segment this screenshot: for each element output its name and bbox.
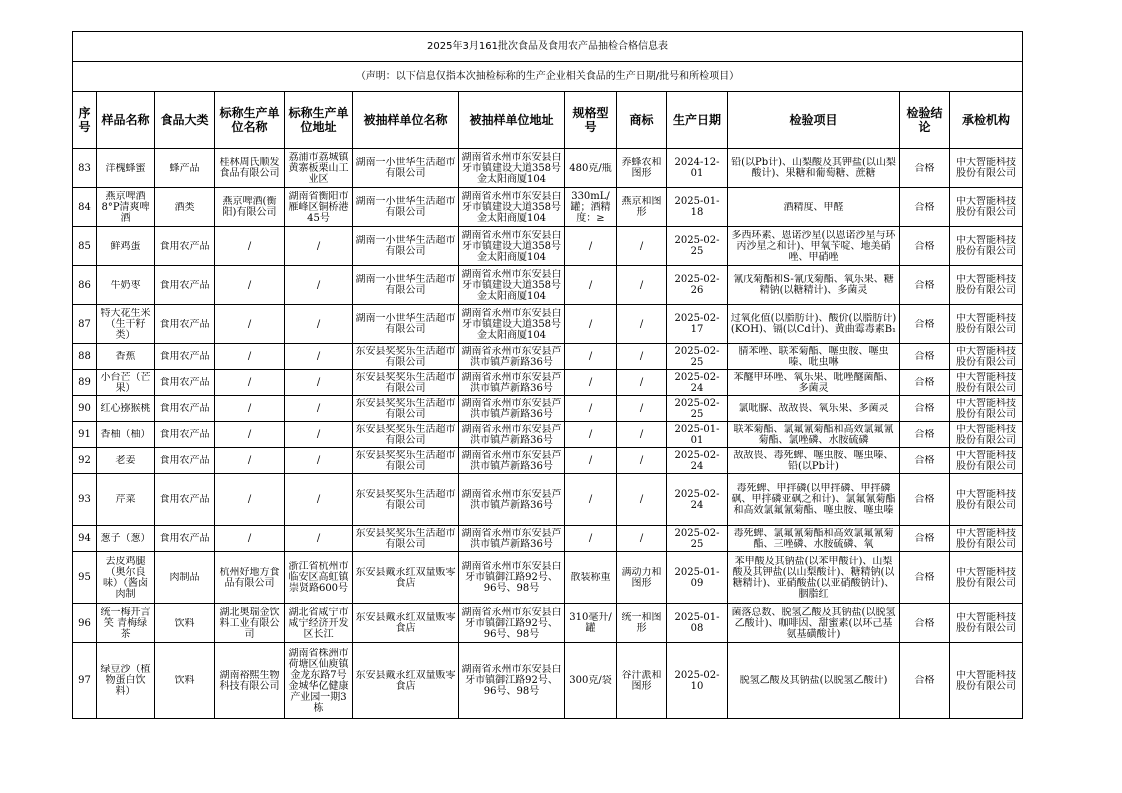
cell-sample-name: 鲜鸡蛋: [97, 227, 155, 266]
cell-producer-address: /: [285, 266, 353, 305]
cell-producer-name: /: [215, 448, 285, 474]
cell-production-date: 2025-02-24: [667, 474, 728, 526]
cell-brand: 满动力和图形: [617, 552, 667, 604]
cell-sample-name: 芹菜: [97, 474, 155, 526]
cell-sampled-unit-address: 湖南省永州市东安县白牙市镇建设大道358号金太阳商厦104: [459, 227, 565, 266]
cell-sample-name: 红心猕猴桃: [97, 396, 155, 422]
cell-inspection-items: 菌落总数、脱氢乙酸及其钠盐(以脱氢乙酸计)、咖啡因、甜蜜素(以环己基氨基磺酸计): [728, 604, 900, 643]
cell-inspection-items: 苯醚甲环唑、氧乐果、吡唑醚菌酯、多菌灵: [728, 370, 900, 396]
cell-production-date: 2025-02-10: [667, 643, 728, 719]
cell-sampled-unit-address: 湖南省永州市东安县白牙市镇建设大道358号金太阳商厦104: [459, 188, 565, 227]
cell-inspection-result: 合格: [900, 370, 950, 396]
table-row: [73, 422, 1023, 448]
cell-inspection-result: 合格: [900, 604, 950, 643]
cell-sample-name: 老姜: [97, 448, 155, 474]
cell-row-number: 87: [73, 305, 97, 344]
cell-food-category: 食用农产品: [155, 422, 215, 448]
cell-specification: 330mL/罐；酒精度：≥: [565, 188, 617, 227]
cell-production-date: 2025-02-26: [667, 266, 728, 305]
cell-producer-address: /: [285, 396, 353, 422]
cell-sampled-unit-address: 湖南省永州市东安县芦洪市镇芦新路36号: [459, 448, 565, 474]
cell-inspection-result: 合格: [900, 526, 950, 552]
cell-testing-lab: 中大智能科技股份有限公司: [950, 370, 1023, 396]
cell-inspection-result: 合格: [900, 344, 950, 370]
cell-brand: /: [617, 422, 667, 448]
cell-producer-address: 荔浦市荔城镇黄寨板栗山工业区: [285, 149, 353, 188]
table-title: 2025年3月161批次食品及食用农产品抽检合格信息表: [73, 32, 1023, 62]
cell-producer-name: /: [215, 305, 285, 344]
cell-row-number: 94: [73, 526, 97, 552]
cell-sample-name: 特大花生米（生干籽类）: [97, 305, 155, 344]
table-row: [73, 370, 1023, 396]
cell-specification: /: [565, 422, 617, 448]
table-row: [73, 526, 1023, 552]
cell-sampled-unit-name: 东安县奖奖乐生活超市有限公司: [353, 526, 459, 552]
cell-production-date: 2025-01-01: [667, 422, 728, 448]
cell-sample-name: 去皮鸡腿（奥尔良味）（酱卤肉制: [97, 552, 155, 604]
cell-inspection-result: 合格: [900, 643, 950, 719]
cell-specification: /: [565, 227, 617, 266]
cell-sampled-unit-name: 东安县奖奖乐生活超市有限公司: [353, 396, 459, 422]
cell-producer-name: 燕京啤酒(衡阳)有限公司: [215, 188, 285, 227]
cell-specification: 480克/瓶: [565, 149, 617, 188]
cell-testing-lab: 中大智能科技股份有限公司: [950, 643, 1023, 719]
cell-row-number: 93: [73, 474, 97, 526]
cell-sample-name: 洋槐蜂蜜: [97, 149, 155, 188]
cell-brand: /: [617, 344, 667, 370]
table-row: [73, 305, 1023, 344]
cell-specification: /: [565, 474, 617, 526]
cell-row-number: 97: [73, 643, 97, 719]
header-cell: 标称生产单位地址: [285, 92, 353, 149]
table-row: [73, 552, 1023, 604]
cell-sample-name: 葱子（葱）: [97, 526, 155, 552]
cell-food-category: 食用农产品: [155, 266, 215, 305]
cell-food-category: 食用农产品: [155, 526, 215, 552]
cell-producer-address: /: [285, 526, 353, 552]
cell-sampled-unit-name: 东安县奖奖乐生活超市有限公司: [353, 448, 459, 474]
cell-production-date: 2024-12-01: [667, 149, 728, 188]
cell-sampled-unit-address: 湖南省永州市东安县芦洪市镇芦新路36号: [459, 474, 565, 526]
cell-specification: /: [565, 266, 617, 305]
cell-food-category: 食用农产品: [155, 396, 215, 422]
cell-inspection-items: 氯吡脲、敌敌畏、氧乐果、多菌灵: [728, 396, 900, 422]
table-row: [73, 474, 1023, 526]
cell-row-number: 96: [73, 604, 97, 643]
cell-inspection-items: 苯甲酸及其钠盐(以苯甲酸计)、山梨酸及其钾盐(以山梨酸计)、糖精钠(以糖精计)、亚硝酸盐(以亚硝酸钠计)、胭脂红: [728, 552, 900, 604]
cell-brand: /: [617, 474, 667, 526]
cell-inspection-result: 合格: [900, 422, 950, 448]
header-cell: 检验项目: [728, 92, 900, 149]
cell-producer-name: /: [215, 526, 285, 552]
cell-producer-address: 湖南省株洲市荷塘区仙庾镇金龙东路7号金城华亿健康产业园一期3栋: [285, 643, 353, 719]
cell-producer-address: 浙江省杭州市临安区高虹镇崇贤路600号: [285, 552, 353, 604]
cell-specification: 310毫升/罐: [565, 604, 617, 643]
cell-specification: /: [565, 526, 617, 552]
cell-sampled-unit-name: 东安县奖奖乐生活超市有限公司: [353, 344, 459, 370]
cell-food-category: 蜂产品: [155, 149, 215, 188]
cell-inspection-items: 联苯菊酯、氯氟氰菊酯和高效氯氟氰菊酯、氯唑磷、水胺硫磷: [728, 422, 900, 448]
cell-inspection-items: 酒精度、甲醛: [728, 188, 900, 227]
cell-sampled-unit-address: 湖南省永州市东安县白牙市镇建设大道358号金太阳商厦104: [459, 305, 565, 344]
cell-production-date: 2025-02-25: [667, 526, 728, 552]
inspection-table: [72, 31, 1023, 719]
cell-specification: /: [565, 396, 617, 422]
cell-inspection-items: 多西环素、恩诺沙星(以恩诺沙星与环丙沙星之和计)、甲氧苄啶、地美硝唑、甲硝唑: [728, 227, 900, 266]
cell-production-date: 2025-02-17: [667, 305, 728, 344]
cell-production-date: 2025-02-24: [667, 370, 728, 396]
cell-testing-lab: 中大智能科技股份有限公司: [950, 422, 1023, 448]
cell-producer-name: /: [215, 266, 285, 305]
cell-producer-name: 杭州好地方食品有限公司: [215, 552, 285, 604]
cell-producer-address: /: [285, 370, 353, 396]
header-cell: 样品名称: [97, 92, 155, 149]
table-statement: （声明：以下信息仅指本次抽检标称的生产企业相关食品的生产日期/批号和所检项目）: [73, 62, 1023, 92]
table-row: [73, 188, 1023, 227]
cell-producer-name: /: [215, 227, 285, 266]
cell-brand: /: [617, 370, 667, 396]
cell-food-category: 肉制品: [155, 552, 215, 604]
cell-row-number: 89: [73, 370, 97, 396]
cell-producer-address: /: [285, 305, 353, 344]
cell-brand: /: [617, 266, 667, 305]
cell-row-number: 92: [73, 448, 97, 474]
cell-sampled-unit-name: 湖南一小世华生活超市有限公司: [353, 188, 459, 227]
cell-sample-name: 小台芒（芒果）: [97, 370, 155, 396]
cell-sampled-unit-name: 湖南一小世华生活超市有限公司: [353, 227, 459, 266]
cell-production-date: 2025-02-25: [667, 396, 728, 422]
cell-row-number: 91: [73, 422, 97, 448]
cell-sampled-unit-address: 湖南省永州市东安县芦洪市镇芦新路36号: [459, 396, 565, 422]
cell-producer-address: /: [285, 448, 353, 474]
cell-brand: /: [617, 305, 667, 344]
cell-inspection-items: 铅(以Pb计)、山梨酸及其钾盐(以山梨酸计)、果糖和葡萄糖、蔗糖: [728, 149, 900, 188]
cell-testing-lab: 中大智能科技股份有限公司: [950, 396, 1023, 422]
cell-producer-address: /: [285, 474, 353, 526]
cell-testing-lab: 中大智能科技股份有限公司: [950, 604, 1023, 643]
cell-inspection-result: 合格: [900, 396, 950, 422]
cell-row-number: 83: [73, 149, 97, 188]
cell-production-date: 2025-01-18: [667, 188, 728, 227]
header-cell: 被抽样单位地址: [459, 92, 565, 149]
cell-sampled-unit-name: 东安县戴永红双量贩零食店: [353, 604, 459, 643]
cell-brand: 燕京和图形: [617, 188, 667, 227]
cell-sample-name: 香柚（柚）: [97, 422, 155, 448]
cell-testing-lab: 中大智能科技股份有限公司: [950, 448, 1023, 474]
cell-production-date: 2025-02-25: [667, 227, 728, 266]
cell-food-category: 食用农产品: [155, 370, 215, 396]
cell-specification: /: [565, 370, 617, 396]
cell-inspection-result: 合格: [900, 188, 950, 227]
header-cell: 承检机构: [950, 92, 1023, 149]
cell-producer-name: /: [215, 396, 285, 422]
cell-row-number: 88: [73, 344, 97, 370]
cell-row-number: 95: [73, 552, 97, 604]
cell-producer-address: 湖北省咸宁市咸宁经济开发区长江: [285, 604, 353, 643]
cell-sample-name: 绿豆沙（植物蛋白饮料）: [97, 643, 155, 719]
cell-testing-lab: 中大智能科技股份有限公司: [950, 266, 1023, 305]
cell-testing-lab: 中大智能科技股份有限公司: [950, 552, 1023, 604]
cell-food-category: 饮料: [155, 604, 215, 643]
table-row: [73, 448, 1023, 474]
cell-row-number: 84: [73, 188, 97, 227]
cell-producer-address: /: [285, 227, 353, 266]
cell-producer-name: /: [215, 422, 285, 448]
cell-sampled-unit-name: 湖南一小世华生活超市有限公司: [353, 149, 459, 188]
cell-sampled-unit-name: 东安县奖奖乐生活超市有限公司: [353, 422, 459, 448]
cell-inspection-result: 合格: [900, 227, 950, 266]
cell-brand: /: [617, 526, 667, 552]
cell-sampled-unit-address: 湖南省永州市东安县芦洪市镇芦新路36号: [459, 370, 565, 396]
cell-food-category: 食用农产品: [155, 474, 215, 526]
cell-producer-name: 湖北奥瑞金饮料工业有限公司: [215, 604, 285, 643]
cell-sampled-unit-name: 东安县戴永红双量贩零食店: [353, 552, 459, 604]
cell-row-number: 90: [73, 396, 97, 422]
cell-sampled-unit-address: 湖南省永州市东安县白牙市镇御江路92号、96号、98号: [459, 552, 565, 604]
cell-producer-name: /: [215, 370, 285, 396]
cell-inspection-items: 氰戊菊酯和S-氰戊菊酯、氧乐果、糖精钠(以糖精计)、多菌灵: [728, 266, 900, 305]
cell-specification: 300克/袋: [565, 643, 617, 719]
cell-producer-address: 湖南省衡阳市雁峰区铜桥港45号: [285, 188, 353, 227]
cell-testing-lab: 中大智能科技股份有限公司: [950, 526, 1023, 552]
cell-inspection-result: 合格: [900, 474, 950, 526]
header-cell: 序号: [73, 92, 97, 149]
cell-producer-address: /: [285, 344, 353, 370]
cell-inspection-items: 腈苯唑、联苯菊酯、噻虫胺、噻虫嗪、吡虫啉: [728, 344, 900, 370]
header-cell: 标称生产单位名称: [215, 92, 285, 149]
header-row: [73, 92, 1023, 149]
cell-brand: /: [617, 448, 667, 474]
cell-sampled-unit-name: 东安县戴永红双量贩零食店: [353, 643, 459, 719]
cell-inspection-items: 过氧化值(以脂肪计)、酸价(以脂肪计)(KOH)、镉(以Cd计)、黄曲霉毒素B₁: [728, 305, 900, 344]
cell-row-number: 86: [73, 266, 97, 305]
header-cell: 检验结论: [900, 92, 950, 149]
cell-inspection-items: 毒死蜱、氯氟氰菊酯和高效氯氟氰菊酯、三唑磷、水胺硫磷、氧: [728, 526, 900, 552]
cell-sample-name: 香蕉: [97, 344, 155, 370]
cell-brand: /: [617, 227, 667, 266]
cell-specification: /: [565, 305, 617, 344]
cell-food-category: 食用农产品: [155, 448, 215, 474]
cell-inspection-result: 合格: [900, 552, 950, 604]
cell-inspection-result: 合格: [900, 305, 950, 344]
cell-specification: /: [565, 448, 617, 474]
cell-inspection-items: 敌敌畏、毒死蜱、噻虫胺、噻虫嗪、铅(以Pb计): [728, 448, 900, 474]
cell-sampled-unit-name: 湖南一小世华生活超市有限公司: [353, 266, 459, 305]
header-cell: 被抽样单位名称: [353, 92, 459, 149]
cell-brand: 统一和图形: [617, 604, 667, 643]
header-cell: 规格型号: [565, 92, 617, 149]
cell-sample-name: 燕京啤酒8°P清爽啤酒: [97, 188, 155, 227]
cell-sampled-unit-address: 湖南省永州市东安县芦洪市镇芦新路36号: [459, 344, 565, 370]
cell-food-category: 饮料: [155, 643, 215, 719]
cell-producer-name: /: [215, 474, 285, 526]
header-cell: 生产日期: [667, 92, 728, 149]
cell-brand: /: [617, 396, 667, 422]
cell-testing-lab: 中大智能科技股份有限公司: [950, 188, 1023, 227]
cell-row-number: 85: [73, 227, 97, 266]
cell-production-date: 2025-01-08: [667, 604, 728, 643]
table-row: [73, 149, 1023, 188]
cell-testing-lab: 中大智能科技股份有限公司: [950, 149, 1023, 188]
cell-sample-name: 牛奶枣: [97, 266, 155, 305]
table-row: [73, 643, 1023, 719]
cell-testing-lab: 中大智能科技股份有限公司: [950, 344, 1023, 370]
cell-sampled-unit-address: 湖南省永州市东安县白牙市镇建设大道358号金太阳商厦104: [459, 149, 565, 188]
cell-inspection-result: 合格: [900, 149, 950, 188]
cell-production-date: 2025-02-25: [667, 344, 728, 370]
cell-specification: /: [565, 344, 617, 370]
cell-sampled-unit-name: 东安县奖奖乐生活超市有限公司: [353, 370, 459, 396]
cell-inspection-result: 合格: [900, 448, 950, 474]
header-cell: 食品大类: [155, 92, 215, 149]
cell-food-category: 酒类: [155, 188, 215, 227]
table-row: [73, 266, 1023, 305]
cell-brand: 谷汁派和图形: [617, 643, 667, 719]
cell-inspection-result: 合格: [900, 266, 950, 305]
cell-producer-name: 桂林周氏顺发食品有限公司: [215, 149, 285, 188]
cell-specification: 散装称重: [565, 552, 617, 604]
cell-testing-lab: 中大智能科技股份有限公司: [950, 305, 1023, 344]
cell-inspection-items: 毒死蜱、甲拌磷(以甲拌磷、甲拌磷砜、甲拌磷亚砜之和计)、氯氟氰菊酯和高效氯氟氰菊酯、噻虫胺、噻虫嗪: [728, 474, 900, 526]
table-row: [73, 227, 1023, 266]
cell-producer-name: 湖南裕熙生物科技有限公司: [215, 643, 285, 719]
cell-sampled-unit-address: 湖南省永州市东安县白牙市镇建设大道358号金太阳商厦104: [459, 266, 565, 305]
cell-sample-name: 统一梅开言笑 青梅绿茶: [97, 604, 155, 643]
table-row: [73, 344, 1023, 370]
table-row: [73, 396, 1023, 422]
cell-testing-lab: 中大智能科技股份有限公司: [950, 227, 1023, 266]
cell-producer-address: /: [285, 422, 353, 448]
cell-sampled-unit-address: 湖南省永州市东安县白牙市镇御江路92号、96号、98号: [459, 643, 565, 719]
cell-sampled-unit-address: 湖南省永州市东安县芦洪市镇芦新路36号: [459, 526, 565, 552]
cell-producer-name: /: [215, 344, 285, 370]
cell-food-category: 食用农产品: [155, 344, 215, 370]
cell-production-date: 2025-02-24: [667, 448, 728, 474]
cell-sampled-unit-name: 东安县奖奖乐生活超市有限公司: [353, 474, 459, 526]
table-row: [73, 604, 1023, 643]
cell-sampled-unit-address: 湖南省永州市东安县芦洪市镇芦新路36号: [459, 422, 565, 448]
cell-inspection-items: 脱氢乙酸及其钠盐(以脱氢乙酸计): [728, 643, 900, 719]
header-cell: 商标: [617, 92, 667, 149]
cell-food-category: 食用农产品: [155, 227, 215, 266]
cell-brand: 养蜂农和图形: [617, 149, 667, 188]
cell-sampled-unit-address: 湖南省永州市东安县白牙市镇御江路92号、96号、98号: [459, 604, 565, 643]
cell-food-category: 食用农产品: [155, 305, 215, 344]
cell-testing-lab: 中大智能科技股份有限公司: [950, 474, 1023, 526]
cell-sampled-unit-name: 湖南一小世华生活超市有限公司: [353, 305, 459, 344]
cell-production-date: 2025-01-09: [667, 552, 728, 604]
